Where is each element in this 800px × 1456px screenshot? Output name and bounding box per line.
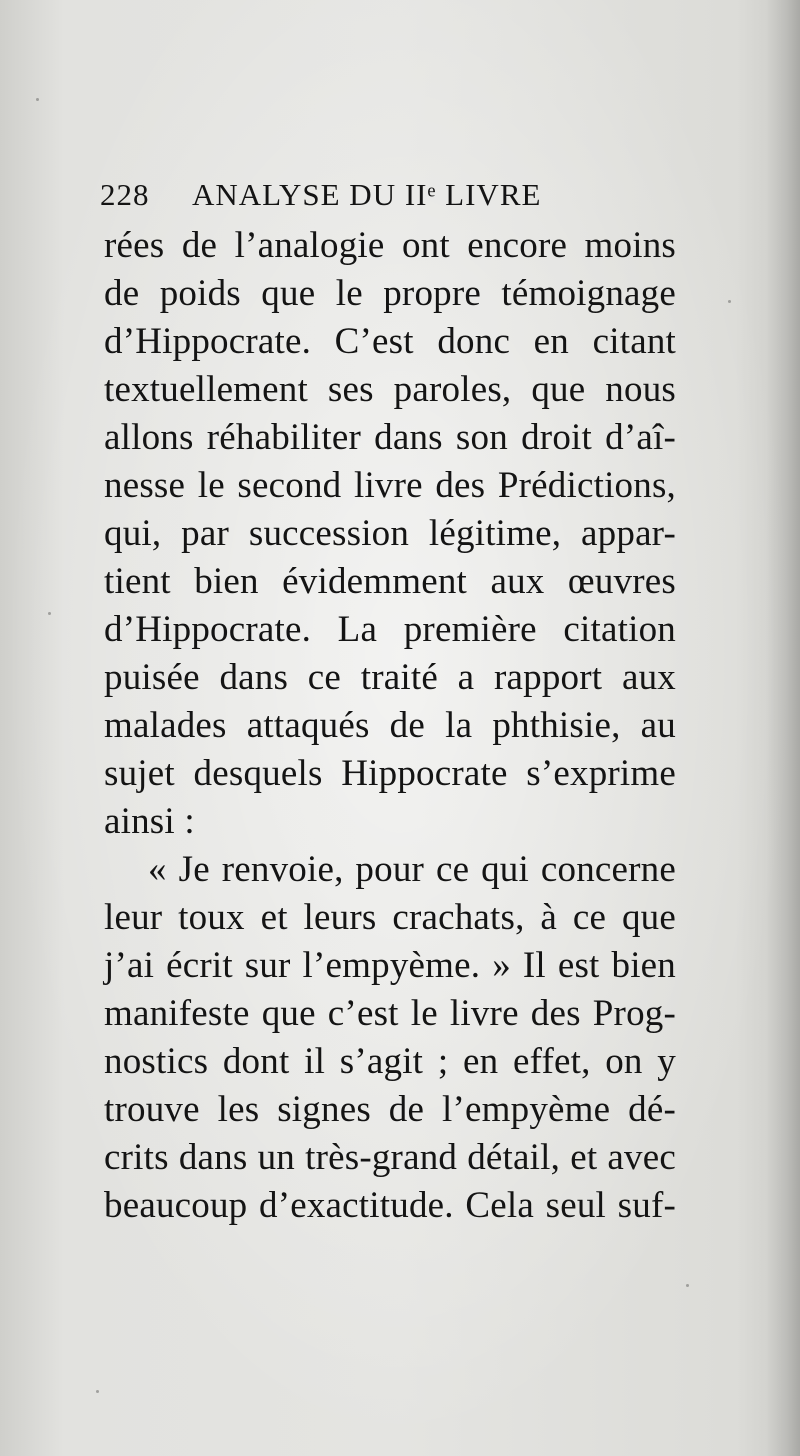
text-line: textuellement ses paroles, que nous (104, 369, 676, 410)
text-line: ainsi : (104, 801, 195, 842)
paper-speck (48, 612, 51, 615)
text-line: « Je renvoie, pour ce qui concerne (148, 849, 676, 890)
running-head: ANALYSE DU IIᵉ LIVRE (192, 177, 542, 212)
paper-speck (96, 1390, 99, 1393)
text-line: leur toux et leurs crachats, à ce que (104, 897, 676, 938)
paper-speck (728, 300, 731, 303)
page-header (100, 174, 600, 216)
text-line: malades attaqués de la phthisie, au (104, 705, 676, 746)
paper-speck (36, 98, 39, 101)
text-line: j’ai écrit sur l’empyème. » Il est bien (104, 945, 676, 986)
text-line: beaucoup d’exactitude. Cela seul suf- (104, 1185, 676, 1226)
text-line: d’Hippocrate. C’est donc en citant (104, 321, 676, 362)
text-line: crits dans un très-grand détail, et avec (104, 1137, 676, 1178)
text-line: puisée dans ce traité a rapport aux (104, 657, 676, 698)
text-line: trouve les signes de l’empyème dé- (104, 1089, 676, 1130)
text-line: nostics dont il s’agit ; en effet, on y (104, 1041, 676, 1082)
text-line: tient bien évidemment aux œuvres (104, 561, 676, 602)
text-line: sujet desquels Hippocrate s’exprime (104, 753, 676, 794)
page-number: 228 (100, 177, 150, 212)
text-line: rées de l’analogie ont encore moins (104, 225, 676, 266)
text-line: allons réhabiliter dans son droit d’aî- (104, 417, 676, 458)
text-line: de poids que le propre témoignage (104, 273, 676, 314)
text-line: nesse le second livre des Prédictions, (104, 465, 676, 506)
paper-speck (686, 1284, 689, 1287)
text-line: manifeste que c’est le livre des Prog- (104, 993, 676, 1034)
text-line: d’Hippocrate. La première citation (104, 609, 676, 650)
text-line: qui, par succession légitime, appar- (104, 513, 676, 554)
body-text (104, 222, 676, 1230)
page-edge-shadow (766, 0, 800, 1456)
